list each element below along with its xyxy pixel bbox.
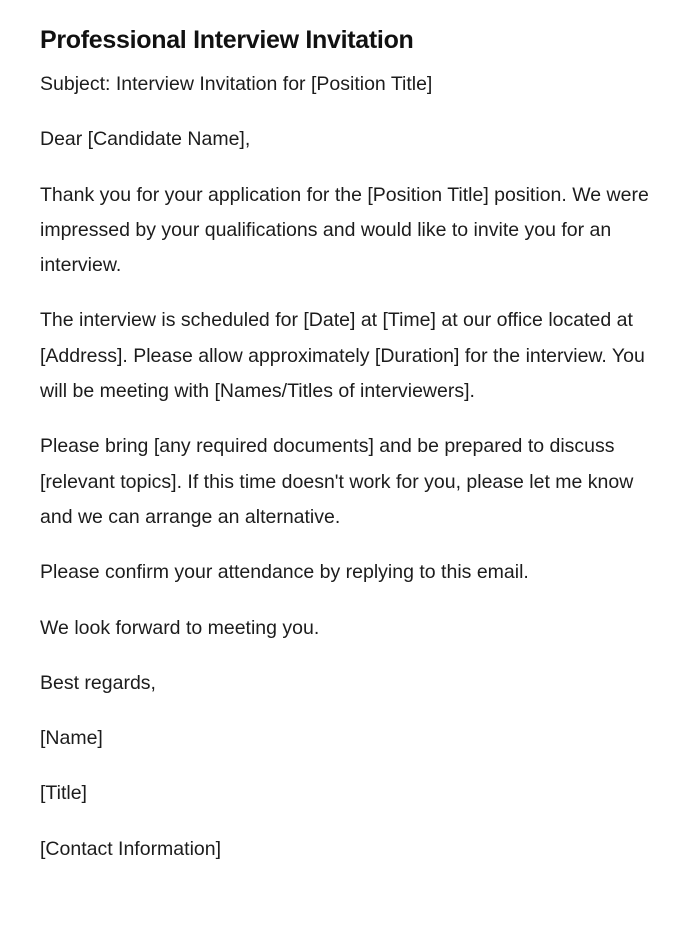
signature-contact: [Contact Information] — [40, 837, 222, 860]
body-paragraph-thanks: Thank you for your application for the [Position Title] position. We were impressed by your qualifications and would like to invite you for an interview. — [40, 183, 649, 277]
document-title: Professional Interview Invitation — [40, 26, 414, 54]
signature-title: [Title] — [40, 782, 87, 805]
closing: Best regards, — [40, 671, 156, 694]
subject-line: Subject: Interview Invitation for [Position Title] — [40, 73, 433, 95]
greeting: Dear [Candidate Name], — [40, 128, 251, 151]
body-paragraph-requirements: Please bring [any required documents] and be prepared to discuss [relevant topics]. If this time doesn't work for you, please let me know and we can arrange an alternative. — [40, 435, 634, 528]
body-paragraph-schedule: The interview is scheduled for [Date] at [Time] at our office located at [Address]. Please allow approximately [Duration] for the interview. You will be meeting with [Names/Titles of interviewers]. — [40, 309, 645, 403]
signature-name: [Name] — [40, 727, 103, 750]
body-paragraph-confirm: Please confirm your attendance by replying to this email. — [40, 561, 529, 584]
body-paragraph-look-forward: We look forward to meeting you. — [40, 616, 320, 639]
